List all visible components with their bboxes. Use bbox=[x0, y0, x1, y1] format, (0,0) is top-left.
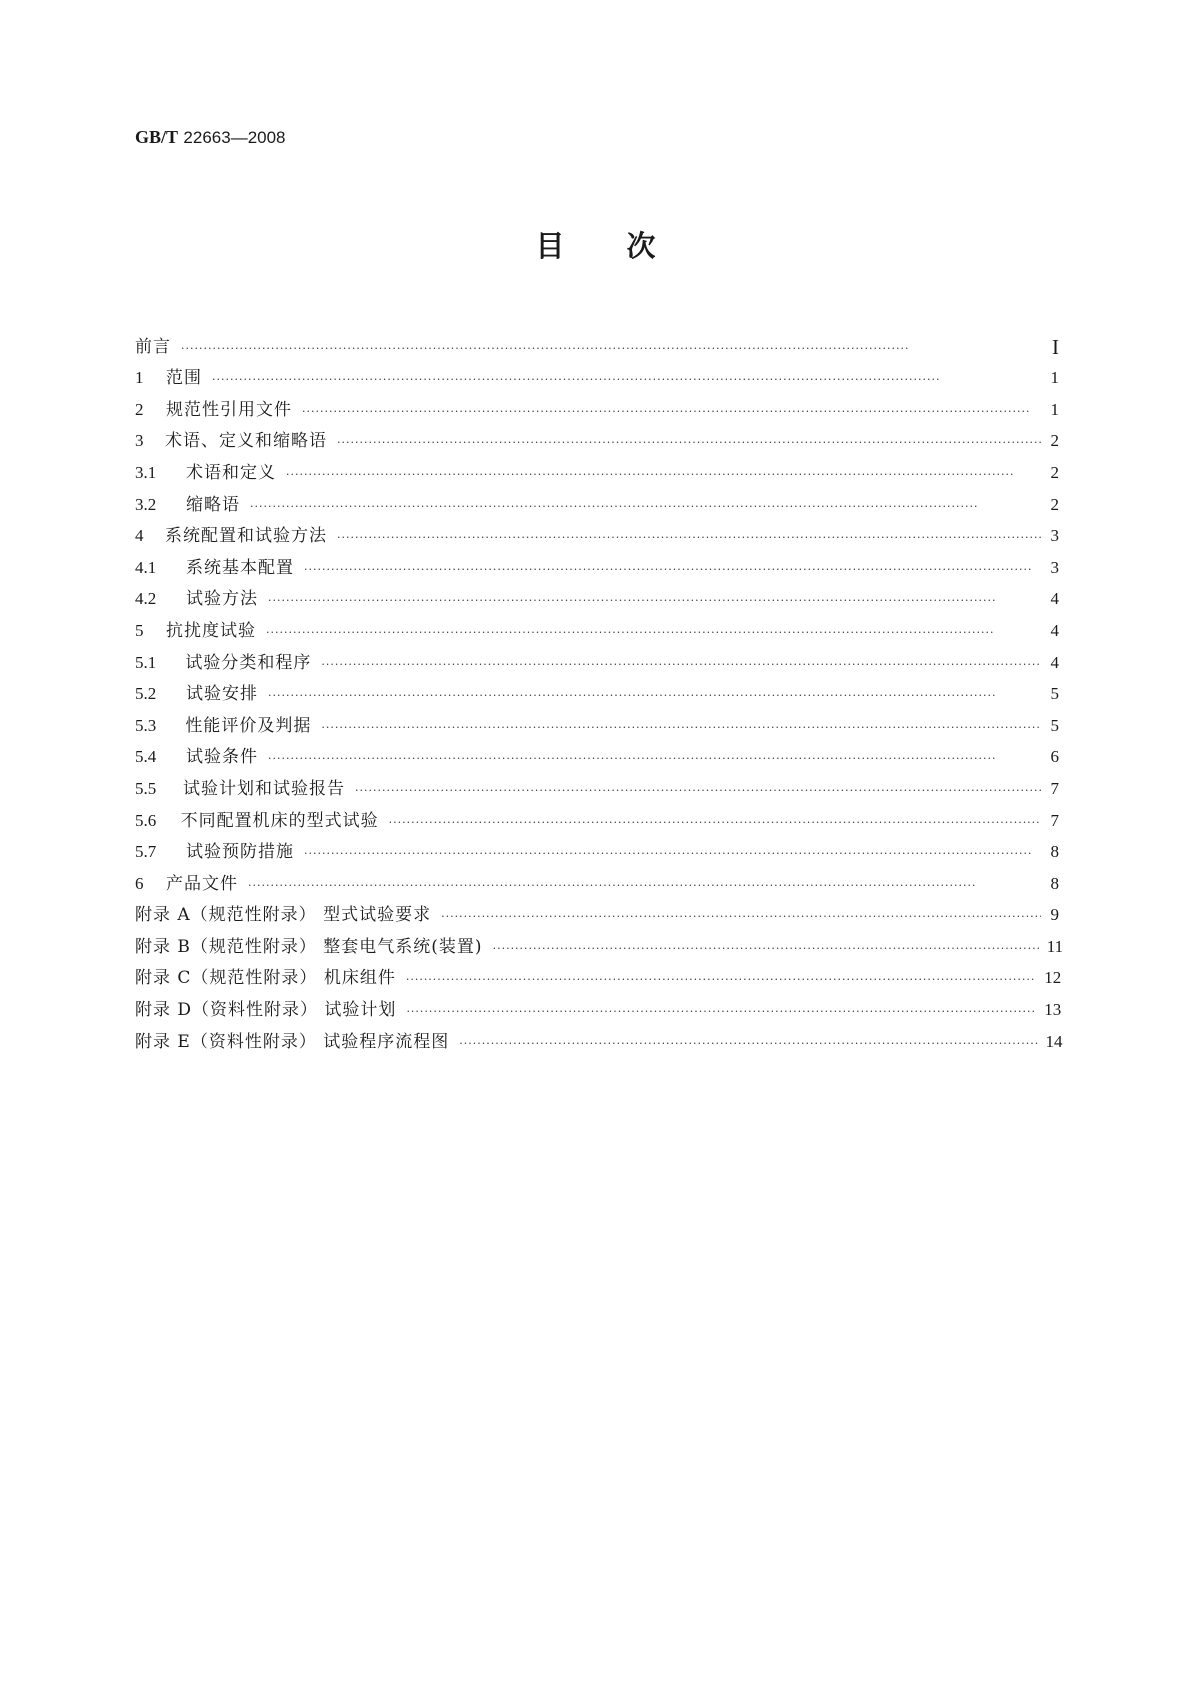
toc-entry[interactable] bbox=[135, 579, 1059, 611]
table-of-contents bbox=[135, 326, 1064, 1053]
toc-entry-number: 5.4 bbox=[135, 747, 157, 767]
toc-entry-label: 性能评价及判据 bbox=[185, 715, 312, 736]
toc-leader-dots bbox=[337, 529, 1041, 547]
toc-entry-page: 2 bbox=[1050, 462, 1059, 482]
toc-entry-page: 8 bbox=[1050, 873, 1059, 893]
toc-entry-number: 1 bbox=[135, 368, 144, 388]
toc-entry-number: 5.3 bbox=[135, 715, 157, 735]
toc-entry[interactable] bbox=[135, 832, 1059, 864]
toc-entry-label: 术语、定义和缩略语 bbox=[164, 431, 327, 452]
standard-prefix: GB/T bbox=[135, 127, 179, 147]
toc-leader-dots bbox=[268, 750, 1041, 768]
toc-entry[interactable] bbox=[135, 895, 1059, 927]
toc-entry-label: 试验方法 bbox=[186, 589, 258, 610]
toc-entry[interactable] bbox=[135, 358, 1059, 390]
standard-number: 22663—2008 bbox=[183, 128, 286, 147]
toc-entry[interactable] bbox=[135, 1021, 1063, 1053]
toc-entry[interactable] bbox=[135, 389, 1059, 421]
toc-entry-page: 14 bbox=[1045, 1031, 1063, 1051]
toc-leader-dots bbox=[248, 877, 1041, 895]
toc-entry-label: 抗扰度试验 bbox=[166, 620, 256, 641]
toc-entry-label: 术语和定义 bbox=[186, 462, 276, 483]
toc-entry-page: 8 bbox=[1050, 842, 1059, 862]
toc-leader-dots bbox=[268, 592, 1041, 610]
toc-entry[interactable] bbox=[135, 547, 1059, 579]
toc-entry[interactable] bbox=[135, 705, 1059, 737]
toc-entry-number: 4 bbox=[135, 526, 144, 546]
toc-entry-label: 产品文件 bbox=[166, 873, 238, 894]
toc-entry-page: 3 bbox=[1050, 526, 1059, 546]
toc-entry-page: 5 bbox=[1050, 684, 1059, 704]
toc-entry-page: 5 bbox=[1050, 715, 1059, 735]
toc-entry-label: 试验安排 bbox=[186, 684, 258, 705]
toc-entry-label: 试验条件 bbox=[186, 747, 258, 768]
toc-leader-dots bbox=[389, 814, 1041, 832]
toc-leader-dots bbox=[250, 498, 1041, 516]
toc-entry-number: 5.1 bbox=[135, 652, 157, 672]
toc-entry-label: 附录 D（资料性附录） 试验计划 bbox=[135, 1000, 397, 1021]
toc-entry-number: 5.5 bbox=[135, 778, 157, 798]
toc-entry[interactable] bbox=[135, 484, 1059, 516]
toc-leader-dots bbox=[441, 908, 1041, 926]
toc-entry-page: 4 bbox=[1050, 620, 1059, 640]
toc-entry-number: 3.2 bbox=[135, 494, 157, 514]
toc-entry-page: 6 bbox=[1050, 747, 1059, 767]
toc-entry-number: 3 bbox=[135, 431, 144, 451]
toc-leader-dots bbox=[406, 971, 1036, 989]
toc-leader-dots bbox=[181, 340, 1041, 358]
toc-entry[interactable] bbox=[135, 989, 1062, 1021]
toc-entry-number: 3.1 bbox=[135, 462, 157, 482]
toc-entry-number: 5 bbox=[135, 620, 144, 640]
toc-entry-number: 4.2 bbox=[135, 589, 157, 609]
toc-entry-label: 范围 bbox=[166, 368, 202, 389]
toc-entry-label: 系统配置和试验方法 bbox=[164, 526, 327, 547]
toc-entry-page: 2 bbox=[1050, 494, 1059, 514]
standard-code bbox=[135, 126, 286, 149]
toc-leader-dots bbox=[302, 403, 1041, 421]
toc-leader-dots bbox=[304, 845, 1041, 863]
toc-entry-page: 13 bbox=[1044, 1000, 1062, 1020]
toc-entry-page: 7 bbox=[1050, 810, 1059, 830]
toc-entry-number: 4.1 bbox=[135, 557, 157, 577]
toc-entry-page: 9 bbox=[1050, 905, 1059, 925]
toc-entry[interactable] bbox=[135, 800, 1059, 832]
toc-leader-dots bbox=[212, 371, 1041, 389]
toc-leader-dots bbox=[355, 782, 1041, 800]
toc-entry-page: 1 bbox=[1050, 399, 1059, 419]
toc-entry-page: 7 bbox=[1050, 778, 1059, 798]
toc-entry[interactable] bbox=[135, 768, 1059, 800]
toc-entry-number: 6 bbox=[135, 873, 144, 893]
toc-leader-dots bbox=[266, 624, 1041, 642]
toc-leader-dots bbox=[459, 1035, 1037, 1053]
toc-entry-page: I bbox=[1052, 334, 1059, 359]
toc-entry-number: 5.7 bbox=[135, 842, 157, 862]
toc-entry[interactable] bbox=[135, 452, 1059, 484]
toc-entry-page: 1 bbox=[1050, 368, 1059, 388]
toc-title: 目次 bbox=[535, 229, 718, 263]
toc-entry-label: 附录 B（规范性附录） 整套电气系统(装置) bbox=[135, 936, 483, 957]
toc-entry-label: 附录 E（资料性附录） 试验程序流程图 bbox=[135, 1031, 450, 1052]
toc-entry[interactable] bbox=[135, 737, 1059, 769]
toc-entry[interactable] bbox=[135, 958, 1062, 990]
toc-entry[interactable] bbox=[135, 326, 1059, 358]
toc-leader-dots bbox=[493, 940, 1039, 958]
toc-entry-label: 试验分类和程序 bbox=[185, 652, 312, 673]
toc-entry-label: 试验计划和试验报告 bbox=[183, 778, 346, 799]
toc-entry-label: 附录 A（规范性附录） 型式试验要求 bbox=[135, 905, 432, 926]
toc-entry[interactable] bbox=[135, 642, 1059, 674]
toc-entry[interactable] bbox=[135, 610, 1059, 642]
toc-entry-label: 试验预防措施 bbox=[186, 842, 294, 863]
toc-leader-dots bbox=[286, 466, 1041, 484]
toc-entry-label: 系统基本配置 bbox=[186, 557, 294, 578]
toc-entry-label: 不同配置机床的型式试验 bbox=[180, 810, 379, 831]
toc-leader-dots bbox=[337, 434, 1041, 452]
toc-entry[interactable] bbox=[135, 421, 1059, 453]
toc-leader-dots bbox=[406, 1003, 1036, 1021]
toc-entry[interactable] bbox=[135, 516, 1059, 548]
toc-entry-number: 5.6 bbox=[135, 810, 157, 830]
toc-leader-dots bbox=[268, 687, 1041, 705]
toc-entry[interactable] bbox=[135, 674, 1059, 706]
toc-entry-label: 缩略语 bbox=[186, 494, 240, 515]
toc-entry-number: 2 bbox=[135, 399, 144, 419]
toc-leader-dots bbox=[304, 561, 1041, 579]
toc-entry-number: 5.2 bbox=[135, 684, 157, 704]
toc-entry[interactable] bbox=[135, 926, 1064, 958]
toc-entry[interactable] bbox=[135, 863, 1059, 895]
toc-entry-label: 规范性引用文件 bbox=[166, 399, 292, 420]
toc-entry-page: 11 bbox=[1046, 936, 1064, 956]
toc-entry-page: 2 bbox=[1050, 431, 1059, 451]
toc-leader-dots bbox=[321, 719, 1041, 737]
toc-entry-page: 4 bbox=[1050, 652, 1059, 672]
toc-entry-page: 12 bbox=[1044, 968, 1062, 988]
toc-leader-dots bbox=[321, 656, 1041, 674]
toc-entry-page: 4 bbox=[1050, 589, 1059, 609]
toc-entry-page: 3 bbox=[1050, 557, 1059, 577]
toc-entry-label: 前言 bbox=[135, 336, 171, 357]
toc-entry-label: 附录 C（规范性附录） 机床组件 bbox=[135, 968, 396, 989]
